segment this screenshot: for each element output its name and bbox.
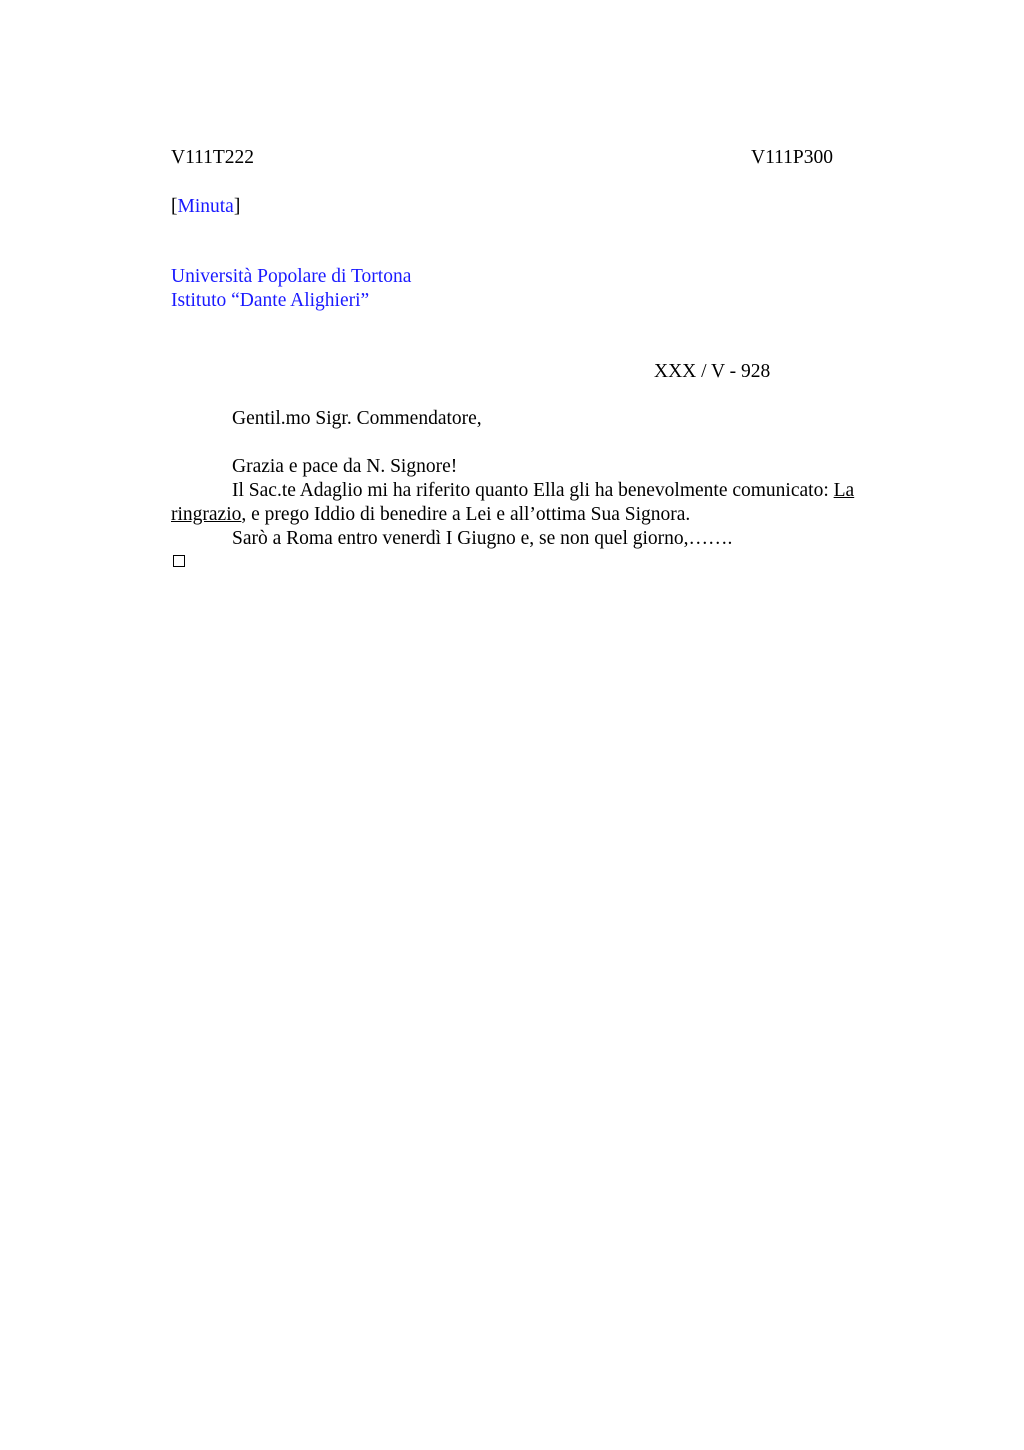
underlined-text: La [833, 480, 855, 501]
paragraph-1-text: Il Sac.te Adaglio mi ha riferito quanto Ella gli ha benevolmente comunicato: [232, 480, 834, 501]
minuta-label [171, 195, 240, 219]
paragraph-1-text-cont: , e prego Iddio di benedire a Lei e all’ottima Sua Signora. [241, 504, 691, 525]
letterhead-line-1: Università Popolare di Tortona [171, 266, 412, 287]
paragraph-1-line-2 [171, 503, 690, 527]
close-bracket: ] [233, 196, 241, 217]
end-box-icon [173, 555, 185, 567]
paragraph-1-line-1 [232, 479, 854, 503]
open-bracket: [ [171, 196, 178, 217]
minuta-text: Minuta [177, 196, 234, 217]
salutation: Gentil.mo Sigr. Commendatore, [232, 408, 482, 429]
letter-date: XXX / V - 928 [654, 361, 771, 382]
greeting: Grazia e pace da N. Signore! [232, 456, 458, 477]
letterhead-line-2: Istituto “Dante Alighieri” [171, 290, 370, 311]
underlined-text: ringrazio [171, 504, 242, 525]
document-code-left: V111T222 [171, 147, 255, 168]
document-code-right: V111P300 [751, 147, 833, 168]
paragraph-2: Sarò a Roma entro venerdì I Giugno e, se non quel giorno,……. [232, 528, 733, 549]
